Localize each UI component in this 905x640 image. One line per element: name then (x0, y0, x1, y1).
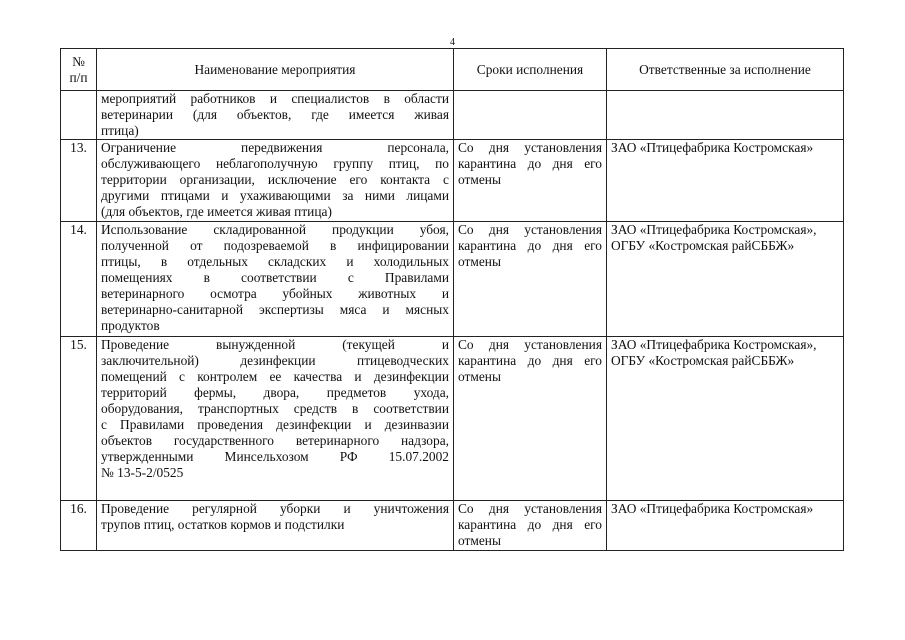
measure-name-line: № 13-5-2/0525 (101, 465, 184, 480)
deadline-line: карантина до дня его (458, 238, 602, 253)
deadline (454, 337, 607, 501)
row-number: 14. (61, 222, 97, 337)
header-num-line1: № (72, 53, 85, 69)
header-num-line2: п/п (69, 69, 88, 85)
measure-name-line: ветеринарно-санитарной экспертизы мяса и мясных (101, 302, 449, 317)
deadline-line: карантина до дня его (458, 353, 602, 368)
table-header-row (61, 49, 844, 91)
responsible (607, 337, 844, 501)
measures-table (60, 48, 844, 551)
measure-name-line: продуктов (101, 318, 160, 333)
responsible-line: ЗАО «Птицефабрика Костромская» (611, 501, 814, 516)
header-responsible: Ответственные за исполнение (607, 49, 844, 91)
measure-name (97, 91, 454, 140)
deadline-line: отмены (458, 369, 501, 384)
measure-name-line: утвержденными Минсельхозом РФ 15.07.2002 (101, 449, 449, 464)
measure-name-line: ветеринарии (для объектов, где имеется живая (101, 107, 449, 122)
table-row (61, 501, 844, 551)
deadline (454, 501, 607, 551)
measure-name-line: заключительной) дезинфекции птицеводческих (101, 353, 449, 368)
measure-name-line: территорий фермы, двора, предметов ухода, (101, 385, 449, 400)
measure-name-line: помещений с контролем ее качества и дезинфекции (101, 369, 449, 384)
deadline-line: карантина до дня его (458, 517, 602, 532)
measure-name-line: (для объектов, где имеется живая птица) (101, 204, 332, 219)
measure-name (97, 501, 454, 551)
measure-name-line: мероприятий работников и специалистов в области (101, 91, 449, 106)
measure-name-line: Ограничение передвижения персонала, (101, 140, 449, 155)
deadline (454, 140, 607, 222)
measure-name-line: объектов государственного ветеринарного надзора, (101, 433, 449, 448)
deadline (454, 91, 607, 140)
measure-name-line: с Правилами проведения дезинфекции и дезинвазии (101, 417, 449, 432)
table-row (61, 91, 844, 140)
measure-name-line: Проведение вынужденной (текущей и (101, 337, 449, 352)
table-row (61, 337, 844, 501)
measure-name-line: территории организации, исключение его контакта с (101, 172, 449, 187)
responsible-line: ОГБУ «Костромская райСББЖ» (611, 238, 795, 253)
measure-name (97, 337, 454, 501)
header-num (61, 49, 97, 91)
responsible-line: ОГБУ «Костромская райСББЖ» (611, 353, 795, 368)
measure-name-line: полученной от подозреваемой в инфицировании (101, 238, 449, 253)
row-number: 16. (61, 501, 97, 551)
measure-name (97, 222, 454, 337)
header-name: Наименование мероприятия (97, 49, 454, 91)
page-number: 4 (450, 37, 455, 48)
deadline-line: отмены (458, 533, 501, 548)
measure-name-line: ветеринарного осмотра убойных животных и (101, 286, 449, 301)
responsible (607, 91, 844, 140)
row-number: 15. (61, 337, 97, 501)
measure-name-line: птицы, в отдельных складских и холодильных (101, 254, 449, 269)
deadline-line: Со дня установления (458, 337, 602, 352)
deadline-line: отмены (458, 172, 501, 187)
deadline-line: Со дня установления (458, 140, 602, 155)
measure-name-line: помещениях в соответствии с Правилами (101, 270, 449, 285)
responsible-line: ЗАО «Птицефабрика Костромская», (611, 222, 817, 237)
measure-name-line: обслуживающего неблагополучную группу птиц, по (101, 156, 449, 171)
row-number (61, 91, 97, 140)
deadline-line: карантина до дня его (458, 156, 602, 171)
table-row (61, 140, 844, 222)
table-row (61, 222, 844, 337)
deadline-line: Со дня установления (458, 222, 602, 237)
measure-name-line: Проведение регулярной уборки и уничтожения (101, 501, 449, 516)
responsible (607, 140, 844, 222)
measure-name-line: другими птицами и ухаживающими за ними лицами (101, 188, 449, 203)
row-number: 13. (61, 140, 97, 222)
measure-name (97, 140, 454, 222)
responsible-line: ЗАО «Птицефабрика Костромская», (611, 337, 817, 352)
deadline-line: отмены (458, 254, 501, 269)
header-term: Сроки исполнения (454, 49, 607, 91)
responsible-line: ЗАО «Птицефабрика Костромская» (611, 140, 814, 155)
measure-name-line: птица) (101, 123, 139, 138)
measure-name-line: оборудования, транспортных средств в соответствии (101, 401, 449, 416)
deadline-line: Со дня установления (458, 501, 602, 516)
measure-name-line: Использование складированной продукции убоя, (101, 222, 449, 237)
responsible (607, 501, 844, 551)
measure-name-line: трупов птиц, остатков кормов и подстилки (101, 517, 345, 532)
deadline (454, 222, 607, 337)
responsible (607, 222, 844, 337)
